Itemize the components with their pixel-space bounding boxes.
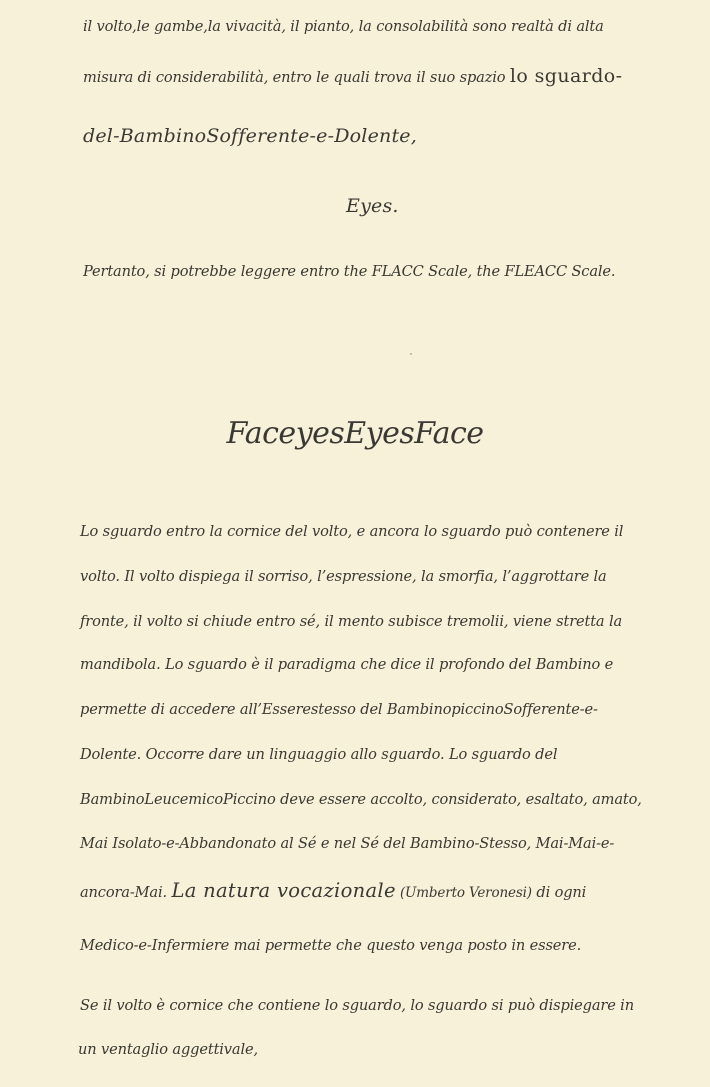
paragraph-2-line-7: BambinoLeucemicoPiccino deve essere accolto, considerato, esaltato, amato, [80,791,642,808]
paragraph-2-line-8: Mai Isolato-e-Abbandonato al Sé e nel Sé del Bambino-Stesso, Mai-Mai-e- [80,835,615,852]
paragraph-2-line-1: Lo sguardo entro la cornice del volto, e ancora lo sguardo può contenere il [80,523,624,540]
paragraph-3-line-1: Se il volto è cornice che contiene lo sguardo, lo sguardo si può dispiegare in [80,997,634,1014]
paragraph-1-line-2-text: misura di considerabilità, entro le quali trova il suo spazio [83,69,510,86]
eyes-line: Eyes. [346,195,399,217]
author-reference: (Umberto Veronesi) [395,885,532,901]
paragraph-1-line-2 [83,66,622,88]
paragraph-2-line-9-start: ancora-Mai. [80,884,172,901]
section-heading: FaceyesEyesFace [226,416,484,451]
paragraph-2-line-5: permette di accedere all’Esserestesso del BambinopiccinoSofferente-e- [80,701,598,718]
paragraph-1-line-1: il volto,le gambe,la vivacità, il pianto, la consolabilità sono realtà di alta [83,18,604,35]
paragraph-3-line-2: un ventaglio aggettivale, [78,1041,258,1058]
paragraph-1-line-3: del-BambinoSofferente-e-Dolente, [83,125,417,147]
paragraph-2-line-6: Dolente. Occorre dare un linguaggio allo sguardo. Lo sguardo del [80,746,558,763]
paragraph-2-line-9-end: di ogni [531,884,587,901]
paragraph-2-line-2: volto. Il volto dispiega il sorriso, l’espressione, la smorfia, l’aggrottare la [80,568,607,585]
paragraph-2-line-9 [80,881,586,903]
paragraph-1-emphasis: lo sguardo- [509,65,623,87]
paragraph-2-line-4: mandibola. Lo sguardo è il paradigma che dice il profondo del Bambino e [80,656,614,673]
vocation-emphasis: La natura vocazionale [171,879,396,902]
stray-dot [410,353,412,355]
paragraph-2-line-3: fronte, il volto si chiude entro sé, il mento subisce tremolii, viene stretta la [80,613,623,630]
paragraph-2-line-10: Medico-e-Infermiere mai permette che questo venga posto in essere. [80,937,582,954]
pertanto-line: Pertanto, si potrebbe leggere entro the FLACC Scale, the FLEACC Scale. [83,263,616,280]
